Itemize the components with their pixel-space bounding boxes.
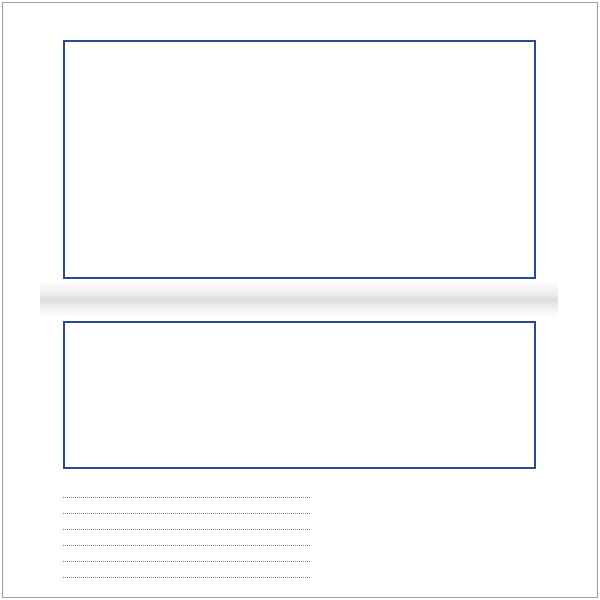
note-line	[63, 529, 310, 530]
binding-fold	[40, 282, 558, 318]
note-line	[63, 513, 310, 514]
calendar-grid-top	[63, 40, 536, 279]
note-line	[63, 561, 310, 562]
note-line	[63, 545, 310, 546]
note-line	[63, 497, 310, 498]
note-line	[63, 577, 310, 578]
calendar-grid-bottom	[63, 321, 536, 469]
